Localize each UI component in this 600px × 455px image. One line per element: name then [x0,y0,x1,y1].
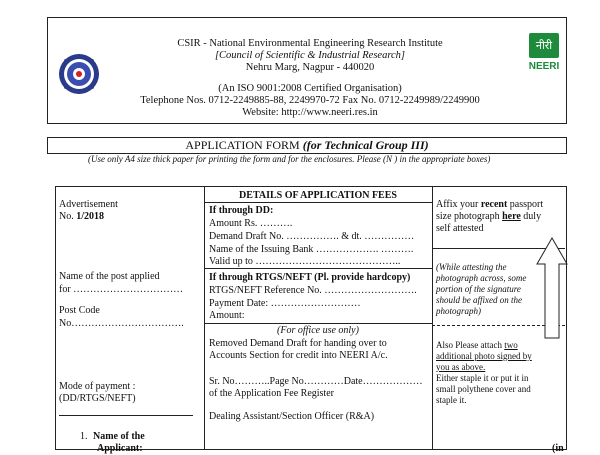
office-use-register-no: Sr. No………..Page No…………Date……………… [209,376,423,387]
post-applied-label: Name of the post applied [59,271,160,282]
office-use-line-1: Removed Demand Draft for handing over to [209,338,387,349]
additional-photo-line-3: you as above. [436,362,486,372]
mode-payment-label: Mode of payment : [59,381,136,392]
additional-photo-line-1 [436,340,566,351]
arrow-up-icon [535,236,569,340]
mode-payment-options: (DD/RTGS/NEFT) [59,393,136,404]
valid-up-to-field[interactable]: Valid up to …………………………………….. [209,256,401,267]
item-1-label-line-2: Applicant: [97,443,143,454]
dd-amount-field[interactable]: Amount Rs. ………. [209,218,293,229]
header-address: Nehru Marg, Nagpur - 440020 [245,62,375,73]
issuing-bank-field[interactable]: Name of the Issuing Bank ………………. ………. [209,244,414,255]
photo-duly: duly [520,211,542,222]
post-applied-field[interactable]: for …………………………… [59,284,184,295]
photo-affix-line-2 [436,211,566,223]
advertisement-no-value: 1/2018 [76,211,105,222]
payment-date-field[interactable]: Payment Date: ……………………… [209,298,361,309]
additional-photo-line-6: staple it. [436,395,467,405]
form-title-suffix: (for Technical Group III) [302,138,429,152]
attest-note-1: (While attesting the [436,262,507,272]
advertisement-label: Advertisement [59,199,118,210]
form-title [47,137,567,154]
header-website: Website: http://www.neeri.res.in [242,107,378,118]
header-phone-fax: Telephone Nos. 0712-2249885-88, 2249970-72 Fax No. 0712-2249989/2249900 [140,95,480,106]
also-two: two [504,340,518,350]
additional-photo-line-5: small polythene cover and [436,384,531,394]
rtgs-reference-field[interactable]: RTGS/NEFT Reference No. ………………………. [209,285,417,296]
rtgs-heading: If through RTGS/NEFT (Pl. provide hardcopy) [209,272,411,283]
mode-payment-underline [59,415,193,416]
photo-self-attested: self attested [436,223,484,234]
attest-note-4: should be affixed on the [436,295,522,305]
additional-photo-line-2 [436,351,566,362]
column-divider-2 [432,186,433,450]
office-use-register-label: of the Application Fee Register [209,388,334,399]
dealing-assistant-label: Dealing Assistant/Section Officer (R&A) [209,411,375,422]
attest-note-5: photograph) [436,306,481,316]
paper-note: (Use only A4 size thick paper for printing the form and for the enclosures. Please (N ) in the appropriate boxes) [88,154,491,164]
header-iso: (An ISO 9001:2008 Certified Organisation) [218,83,402,94]
neeri-logo-text: NEERI [528,61,560,72]
header-institute: CSIR - National Environmental Engineering Research Institute [177,38,443,49]
neeri-logo-glyph: नीरी [529,33,559,58]
photo-affix-line-1 [436,199,566,211]
also-by: by [520,351,532,361]
dd-rtgs-divider [204,268,432,269]
post-code-label: Post Code [59,305,100,316]
advertisement-no-prefix: No. [59,211,74,222]
item-1-number: 1. [80,431,88,442]
advertisement-number [59,211,104,223]
photo-size-text: size photograph [436,211,503,222]
also-attach-text: Also Please attach [436,340,505,350]
fees-heading: DETAILS OF APPLICATION FEES [239,190,397,201]
attest-note-3: portion of the signature [436,284,521,294]
column-divider-1 [204,186,205,450]
photo-affix-passport: passport [507,199,544,210]
form-title-prefix: APPLICATION FORM [185,138,300,152]
header-council: [Council of Scientific & Industrial Research] [214,50,406,61]
office-use-heading: (For office use only) [277,325,359,336]
item-1-label-line-1: Name of the [93,431,145,442]
additional-photo-line-4: Either staple it or put it in [436,373,529,383]
amount-field[interactable]: Amount: [209,310,245,321]
fees-heading-divider [204,202,432,203]
post-code-field[interactable]: No……………………………. [59,318,184,329]
dd-heading: If through DD: [209,205,274,216]
photo-affix-recent: recent [480,199,508,210]
neeri-logo [525,33,563,73]
office-use-line-2: Accounts Section for credit into NEERI A/c. [209,350,388,361]
also-additional-photo: additional photo signed [436,351,521,361]
item-1-right-fragment: (in [552,443,564,454]
photo-affix-text: Affix your [436,199,481,210]
csir-emblem-icon [57,52,101,96]
rtgs-office-divider [204,323,432,324]
attest-note-2: photograph across, some [436,273,527,283]
photo-here: here [502,211,521,222]
dd-number-field[interactable]: Demand Draft No. ……………. & dt. …………… [209,231,415,242]
